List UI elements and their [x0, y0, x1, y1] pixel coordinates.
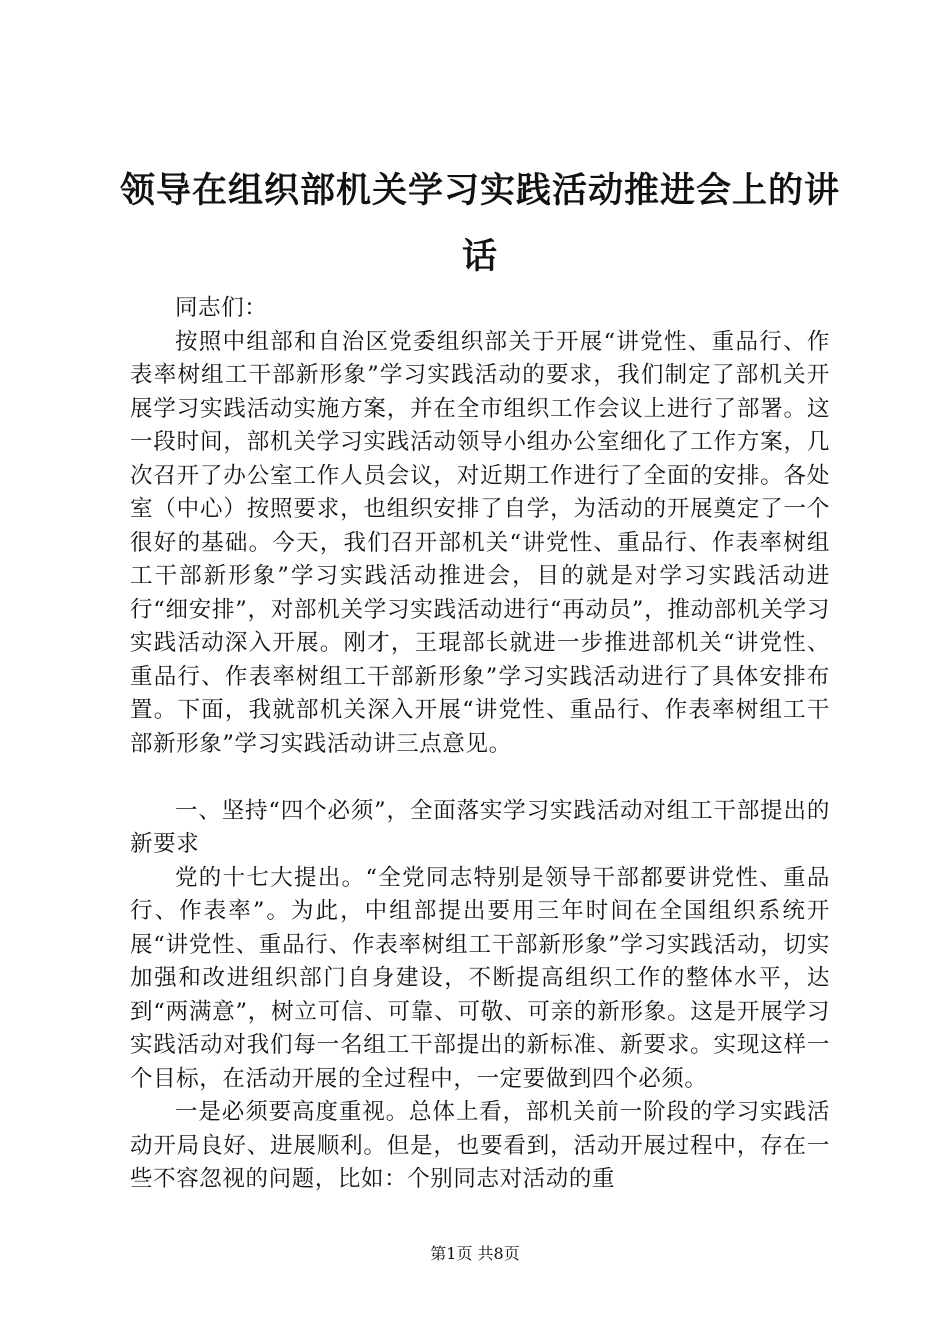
paragraph-point-1: 一是必须要高度重视。总体上看，部机关前一阶段的学习实践活动开局良好、进展顺利。但是，也要看到，活动开展过程中，存在一些不容忽视的问题，比如：个别同志对活动的重 — [130, 1099, 830, 1192]
document-title: 领导在组织部机关学习实践活动推进会上的讲话 — [120, 170, 841, 277]
page-footer: 第1页 共8页 — [430, 1244, 520, 1263]
paragraph-intro: 按照中组部和自治区党委组织部关于开展“讲党性、重品行、作表率树组工干部新形象”学习实践活动的要求，我们制定了部机关开展学习实践活动实施方案，并在全市组织工作会议上进行了部署。这一段时间，部机关学习实践活动领导小组办公室细化了工作方案，几次召开了办公室工作人员会议，对近期工作进行了全面的安排。各处室（中心）按照要求，也组织安排了自学，为活动的开展奠定了一个很好的基础。今天，我们召开部机关“讲党性、重品行、作表率树组工干部新形象”学习实践活动推进会，目的就是对学习实践活动进行“细安排”，对部机关学习实践活动进行“再动员”，推动部机关学习实践活动深入开展。刚才，王琨部长就进一步推进部机关“讲党性、重品行、作表率树组工干部新形象”学习实践活动进行了具体安排布置。下面，我就部机关深入开展“讲党性、重品行、作表率树组工干部新形象”学习实践活动讲三点意见。 — [130, 328, 830, 757]
section-heading-1: 一、坚持“四个必须”，全面落实学习实践活动对组工干部提出的新要求 — [130, 797, 830, 857]
salutation: 同志们： — [175, 295, 268, 321]
paragraph-section-1: 党的十七大提出。“全党同志特别是领导干部都要讲党性、重品行、作表率”。为此，中组部提出要用三年时间在全国组织系统开展“讲党性、重品行、作表率树组工干部新形象”学习实践活动，切实加强和改进组织部门自身建设，不断提高组织工作的整体水平，达到“两满意”，树立可信、可靠、可敬、可亲的新形象。这是开展学习实践活动对我们每一名组工干部提出的新标准、新要求。实现这样一个目标，在活动开展的全过程中，一定要做到四个必须。 — [130, 864, 830, 1092]
document-body — [130, 292, 830, 1197]
